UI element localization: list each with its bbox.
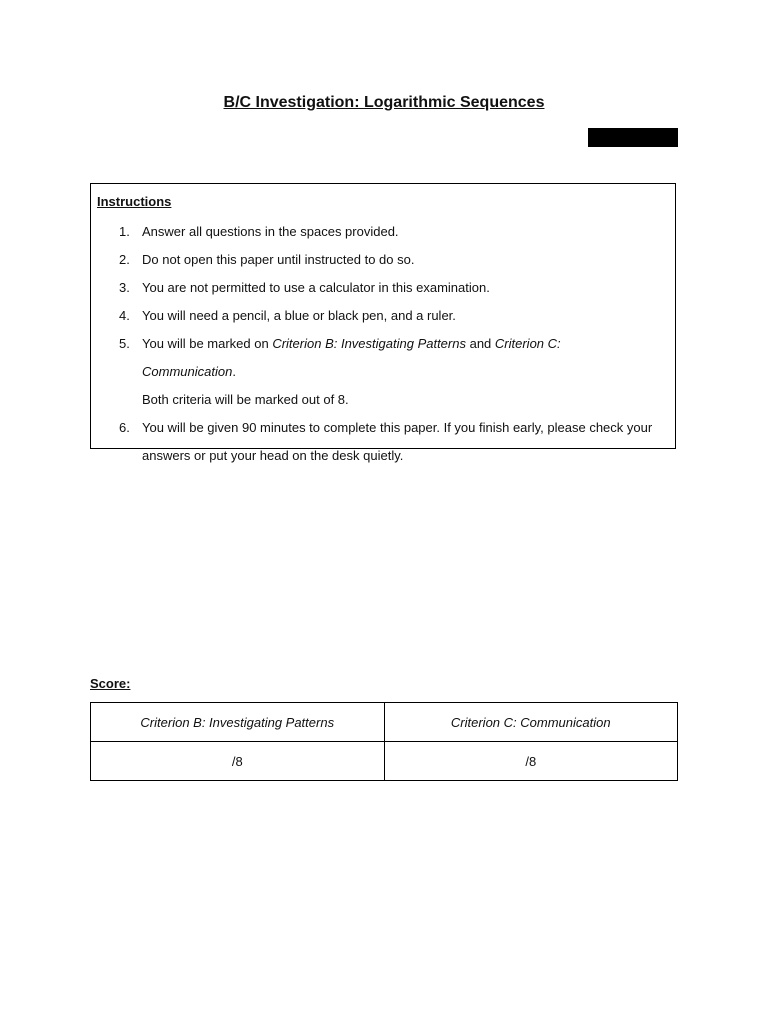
criterion-c-name: Criterion C: Communication	[142, 336, 561, 379]
score-value-criterion-c: /8	[384, 742, 678, 781]
score-value-criterion-b: /8	[91, 742, 385, 781]
instruction-item	[91, 218, 675, 246]
instruction-item	[91, 246, 675, 274]
score-value-row	[91, 742, 678, 781]
instruction-text-line2: Both criteria will be marked out of 8.	[142, 392, 349, 407]
instruction-text: Answer all questions in the spaces provided.	[142, 224, 399, 239]
instruction-number: 4.	[119, 308, 130, 323]
instruction-text: Do not open this paper until instructed to do so.	[142, 252, 415, 267]
instruction-item	[91, 414, 675, 470]
instruction-text-pre: You will be marked on	[142, 336, 273, 351]
instruction-number: 3.	[119, 280, 130, 295]
page-title: B/C Investigation: Logarithmic Sequences	[223, 94, 545, 111]
instruction-text: You are not permitted to use a calculator in this examination.	[142, 280, 490, 295]
instruction-number: 6.	[119, 420, 130, 435]
instruction-text: You will need a pencil, a blue or black pen, and a ruler.	[142, 308, 456, 323]
instruction-number: 2.	[119, 252, 130, 267]
instruction-number: 5.	[119, 336, 130, 351]
instructions-heading: Instructions	[97, 194, 172, 209]
instruction-item	[91, 302, 675, 330]
redaction-bar	[588, 128, 678, 147]
score-table	[90, 702, 678, 781]
instruction-item	[91, 330, 675, 414]
criterion-b-name: Criterion B: Investigating Patterns	[272, 336, 466, 351]
instructions-list	[91, 218, 675, 470]
score-header-row	[91, 703, 678, 742]
instructions-box	[90, 183, 676, 463]
instruction-text-post: .	[232, 364, 236, 379]
instruction-text: You will be given 90 minutes to complete this paper. If you finish early, please check your answers or put your head on the desk quietly.	[142, 420, 653, 463]
instruction-item	[91, 274, 675, 302]
score-label: Score:	[90, 676, 131, 691]
score-header-criterion-c: Criterion C: Communication	[384, 703, 678, 742]
score-header-criterion-b: Criterion B: Investigating Patterns	[91, 703, 385, 742]
instruction-text-mid: and	[465, 336, 495, 351]
instruction-number: 1.	[119, 224, 130, 239]
